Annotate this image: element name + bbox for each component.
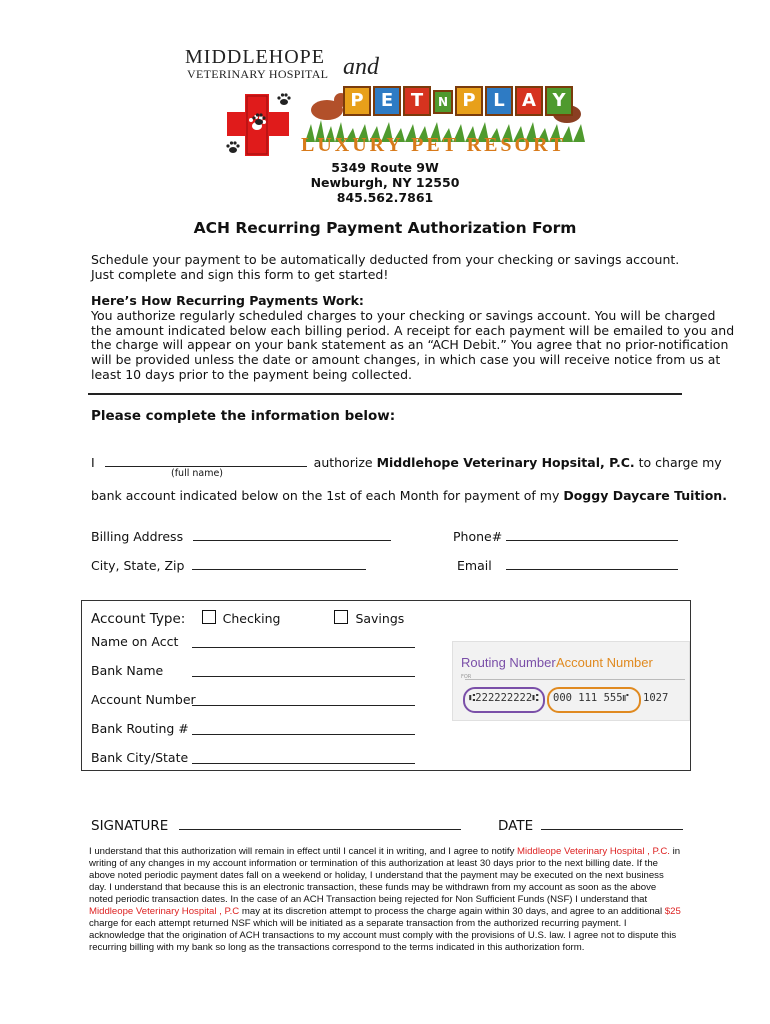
intro-line-1: Schedule your payment to be automatically deducted from your checking or savings account. <box>91 252 680 267</box>
signature-row <box>91 818 461 834</box>
bank-routing-field[interactable] <box>192 723 415 735</box>
how-line: least 10 days prior to the payment being collected. <box>91 366 412 382</box>
phone-field[interactable] <box>506 529 678 541</box>
account-number-label: Account Number <box>556 655 653 670</box>
account-field-label: Bank Name <box>91 663 164 678</box>
billing-address-field[interactable] <box>193 529 391 541</box>
city-state-zip-field[interactable] <box>192 558 366 570</box>
letter-block: L <box>485 86 513 116</box>
account-field-label: Name on Acct <box>91 634 179 649</box>
resort-tagline: LUXURY PET RESORT <box>301 134 567 156</box>
check-line <box>465 679 685 680</box>
nsf-fee: $25 <box>664 906 681 917</box>
checking-checkbox[interactable] <box>202 610 216 624</box>
routing-number-label: Routing Number <box>461 655 556 670</box>
how-line: will be provided unless the date or amount changes, in which case you will receive notice from us at <box>91 352 721 368</box>
name-on-acct-field[interactable] <box>192 636 415 648</box>
legal-company-name: Middleope Veterinary Hospital , P.C. <box>517 846 670 857</box>
letter-block: P <box>455 86 483 116</box>
paw-print-icon <box>276 92 292 108</box>
legal-text: charge for each attempt returned NSF which will be initiated as a separate transaction from the authorized recurring payment. I acknowledge that the origination of ACH transactions to my account must comply with the provisions of U.S. law. I agree not to dispute this recurring billing with my bank so long as the transactions correspond to the terms indicated in this authorization form. <box>89 918 677 953</box>
bank-name-field[interactable] <box>192 665 415 677</box>
how-line: the charge will appear on your bank statement as an “ACH Debit.” You agree that no prior-notification <box>91 337 729 353</box>
paw-print-icon <box>225 140 241 156</box>
legal-terms <box>89 846 681 954</box>
email-row <box>457 558 678 573</box>
letter-block: P <box>343 86 371 116</box>
signature-field[interactable] <box>179 818 461 830</box>
how-heading: Here’s How Recurring Payments Work: <box>91 293 364 308</box>
full-name-field[interactable] <box>105 455 307 467</box>
legal-text: may at its discretion attempt to process the charge again within 30 days, and agree to an additional <box>239 906 665 917</box>
authorize-word: authorize <box>313 455 373 470</box>
address-street: 5349 Route 9W <box>331 160 439 175</box>
account-field-row <box>91 721 189 736</box>
section-divider <box>88 393 682 395</box>
city-state-zip-label: City, State, Zip <box>91 558 185 573</box>
phone-row <box>453 529 678 544</box>
account-number-field[interactable] <box>192 694 415 706</box>
bank-account-line <box>91 488 727 503</box>
account-box <box>81 600 691 771</box>
legal-text: in writing of any changes in my account information or termination of this authorization at least 30 days prior to the next billing date. If the above noted periodic payment dates fall on a weekend or holiday, I understand that the payment may be executed on the next business day. I understand that because this is an electronic transaction, these funds may be withdrawn from my account as soon as the above noted periodic transaction dates. In the case of an ACH Transaction being rejected for Non Sufficient Funds (NSF) I understand that <box>89 846 681 905</box>
intro-line-2: Just complete and sign this form to get started! <box>91 267 389 282</box>
check-number: 1027 <box>643 692 669 704</box>
paw-print-icon <box>251 112 267 128</box>
account-field-label: Bank Routing # <box>91 721 189 736</box>
check-for-text: FOR <box>461 674 472 680</box>
email-field[interactable] <box>506 558 678 570</box>
account-type-row <box>91 610 404 627</box>
account-field-row <box>91 663 163 678</box>
address-phone: 845.562.7861 <box>336 190 434 205</box>
address-city: Newburgh, NY 12550 <box>310 175 460 190</box>
city-state-zip-row <box>91 558 366 573</box>
account-digits: 000 111 555⑈ <box>553 692 629 704</box>
logo <box>185 40 585 160</box>
checking-option[interactable] <box>202 611 285 626</box>
signature-label: SIGNATURE <box>91 818 169 834</box>
clinic-name-line2: VETERINARY HOSPITAL <box>187 67 329 81</box>
date-row <box>498 818 683 834</box>
phone-label: Phone# <box>453 529 503 544</box>
how-line: You authorize regularly scheduled charges to your checking or savings account. You will be charged <box>91 307 716 323</box>
resort-name-blocks <box>343 86 573 116</box>
routing-digits: ⑆222222222⑆ <box>469 692 539 704</box>
authorize-i: I <box>91 455 95 470</box>
intro <box>91 252 711 282</box>
page-title: ACH Recurring Payment Authorization Form <box>193 219 577 237</box>
billing-address-row <box>91 529 391 544</box>
clinic-name-line1: MIDDLEHOPE <box>185 46 325 68</box>
bank-city-state-field[interactable] <box>192 752 415 764</box>
account-field-label: Bank City/State <box>91 750 189 765</box>
authorize-company: Middlehope Veterinary Hopsital, P.C. <box>376 455 635 470</box>
full-name-hint: (full name) <box>171 468 224 479</box>
letter-block: A <box>515 86 543 116</box>
account-field-row <box>91 750 188 765</box>
legal-company-name: Middleope Veterinary Hospital , P.C <box>89 906 240 917</box>
payment-purpose: Doggy Daycare Tuition. <box>563 488 727 503</box>
letter-block: E <box>373 86 401 116</box>
address-block <box>0 160 770 205</box>
bank-text: bank account indicated below on the 1st of each Month for payment of my <box>91 488 560 503</box>
account-field-label: Account Number <box>91 692 196 707</box>
date-label: DATE <box>498 818 534 834</box>
how-line: the amount indicated below each billing period. A receipt for each payment will be emailed to you and <box>91 322 735 338</box>
account-type-label: Account Type: <box>91 611 186 627</box>
check-sample-image <box>452 641 690 721</box>
letter-block: T <box>403 86 431 116</box>
date-field[interactable] <box>541 818 683 830</box>
logo-and: and <box>343 54 379 80</box>
account-field-row <box>91 634 178 649</box>
how-it-works <box>91 293 735 383</box>
email-label: Email <box>457 558 492 573</box>
billing-address-label: Billing Address <box>91 529 184 544</box>
letter-block: N <box>433 90 453 114</box>
savings-label: Savings <box>355 611 405 626</box>
letter-block: Y <box>545 86 573 116</box>
legal-text: I understand that this authorization will remain in effect until I cancel it in writing, and I agree to notify <box>89 846 518 857</box>
checking-label: Checking <box>222 611 281 626</box>
account-field-row <box>91 692 196 707</box>
complete-heading: Please complete the information below: <box>91 408 396 424</box>
authorize-to-charge: to charge my <box>638 455 722 470</box>
savings-option[interactable] <box>334 611 404 626</box>
savings-checkbox[interactable] <box>334 610 348 624</box>
